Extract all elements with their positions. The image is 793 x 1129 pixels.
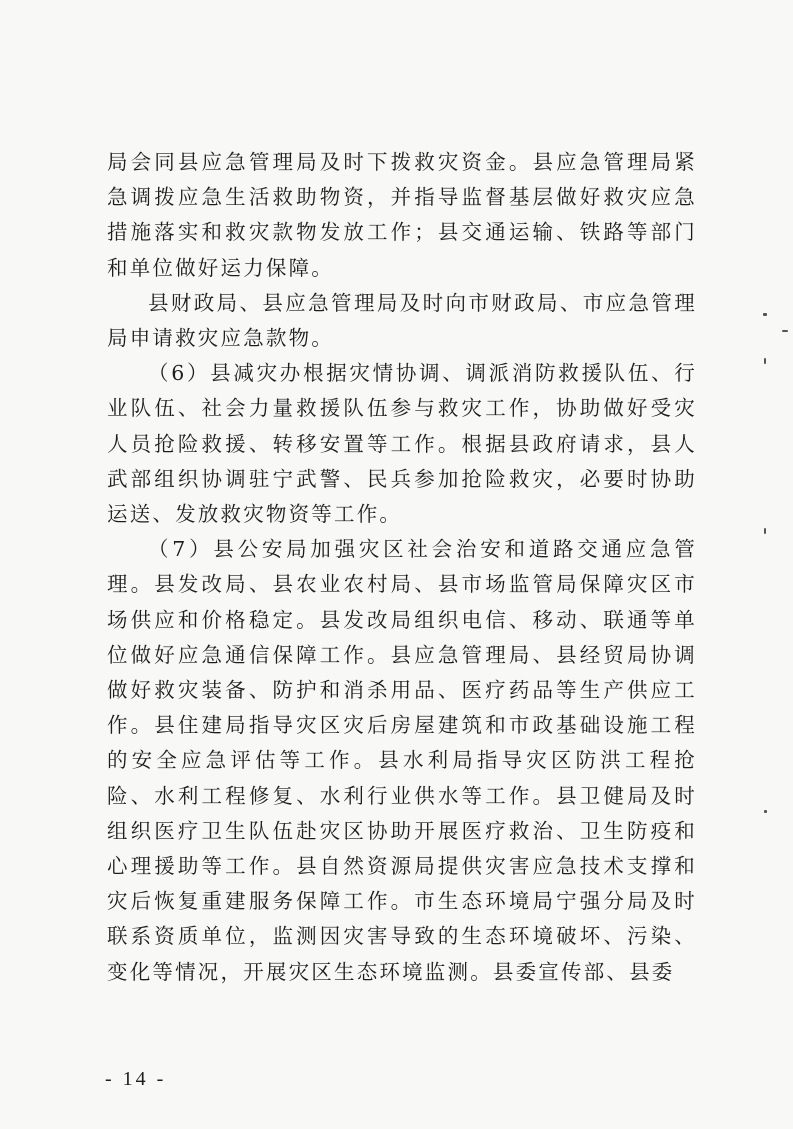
paragraph-continuation: 局会同县应急管理局及时下拨救灾资金。县应急管理局紧急调拨应急生活救助物资，并指导监督基层做好救灾应急措施落实和救灾款物发放工作；县交通运输、铁路等部门和单位做好运力保障。 bbox=[107, 150, 697, 280]
page-number: - 14 - bbox=[105, 1068, 167, 1090]
paragraph-finance: 县财政局、县应急管理局及时向市财政局、市应急管理局申请救灾应急款物。 bbox=[107, 290, 697, 351]
paragraph-item-7: （7）县公安局加强灾区社会治安和道路交通应急管理。县发改局、县农业农村局、县市场监管局保障灾区市场供应和价格稳定。县发改局组织电信、移动、联通等单位做好应急通信保障工作。县应急管理局、县经贸局协调做好救灾装备、防护和消杀用品、医疗药品等生产供应工作。县住建局指导灾区灾后房屋建筑和市政基础设施工程的安全应急评估等工作。县水利局指导灾区防洪工程抢险、水利工程修复、水利行业供水等工作。县卫健局及时组织医疗卫生队伍赴灾区协助开展医疗救治、卫生防疫和心理援助等工作。县自然资源局提供灾害应急技术支撑和灾后恢复重建服务保障工作。市生态环境局宁强分局及时联系资质单位，监测因灾害导致的生态环境破坏、污染、变化等情况，开展灾区生态环境监测。县委宣传部、县委 bbox=[107, 537, 697, 984]
body-text bbox=[107, 145, 697, 990]
scan-mark bbox=[763, 313, 767, 316]
scan-mark bbox=[782, 330, 788, 332]
scan-mark bbox=[764, 358, 766, 364]
scan-mark bbox=[764, 528, 766, 534]
scan-mark bbox=[764, 810, 767, 813]
paragraph-item-6: （6）县减灾办根据灾情协调、调派消防救援队伍、行业队伍、社会力量救援队伍参与救灾工作，协助做好受灾人员抢险救援、转移安置等工作。根据县政府请求，县人武部组织协调驻宁武警、民兵参加抢险救灾，必要时协助运送、发放救灾物资等工作。 bbox=[107, 361, 697, 527]
